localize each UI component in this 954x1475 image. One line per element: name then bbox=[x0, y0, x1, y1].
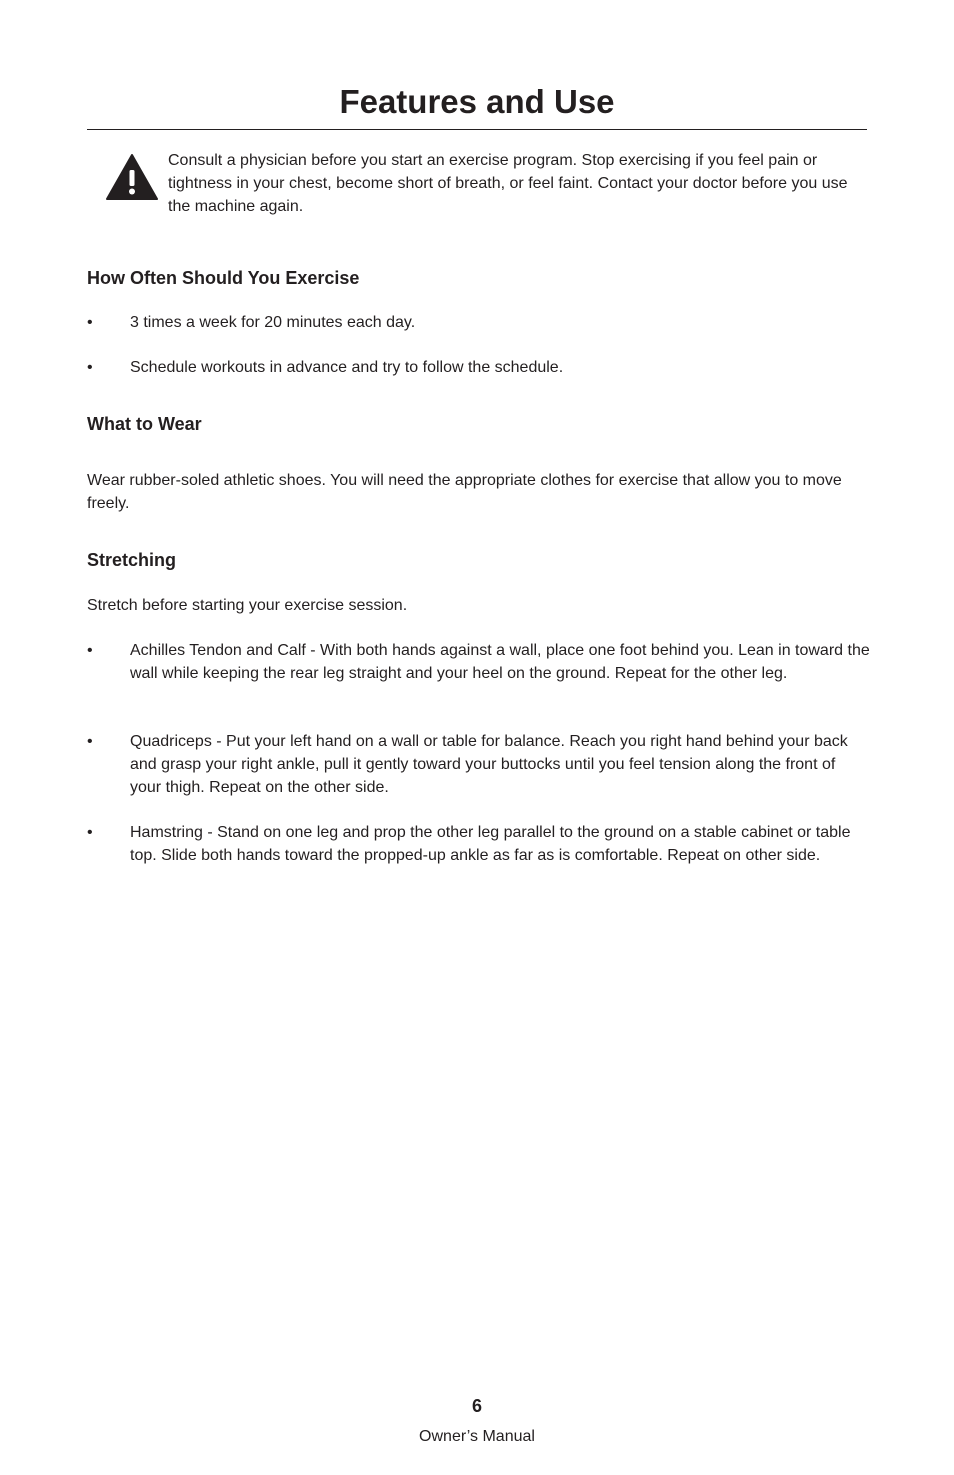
stretching-intro: Stretch before starting your exercise session. bbox=[87, 597, 408, 614]
title-divider bbox=[87, 129, 867, 130]
heading-how-often: How Often Should You Exercise bbox=[87, 268, 360, 288]
bullet-icon: • bbox=[87, 642, 93, 659]
bullet-icon: • bbox=[87, 314, 93, 331]
warning-text: Consult a physician before you start an exercise program. Stop exercising if you feel pain or tightness in your chest, become short of breath, or feel faint. Contact your doctor before you use the machine again. bbox=[168, 152, 848, 215]
list-item-text: 3 times a week for 20 minutes each day. bbox=[130, 314, 416, 331]
list-item-text: Schedule workouts in advance and try to follow the schedule. bbox=[130, 359, 564, 376]
bullet-icon: • bbox=[87, 733, 93, 750]
bullet-icon: • bbox=[87, 359, 93, 376]
heading-what-to-wear: What to Wear bbox=[87, 414, 202, 434]
list-item-text: Achilles Tendon and Calf - With both hands against a wall, place one foot behind you. Lean in toward the wall while keeping the rear leg straight and your heel on the ground. Repeat for the other leg. bbox=[130, 642, 870, 682]
heading-stretching: Stretching bbox=[87, 550, 177, 570]
what-to-wear-text: Wear rubber-soled athletic shoes. You will need the appropriate clothes for exercise that allow you to move freely. bbox=[87, 472, 842, 512]
footer-text: Owner’s Manual bbox=[419, 1428, 535, 1445]
warning-triangle-icon bbox=[105, 153, 159, 201]
page-number: 6 bbox=[471, 1396, 482, 1416]
list-item-text: Quadriceps - Put your left hand on a wall or table for balance. Reach you right hand behind your back and grasp your right ankle, pull it gently toward your buttocks until you feel tension along the front of your thigh. Repeat on the other side. bbox=[130, 733, 848, 796]
page-title: Features and Use bbox=[339, 83, 615, 120]
bullet-icon: • bbox=[87, 824, 93, 841]
list-item-text: Hamstring - Stand on one leg and prop the other leg parallel to the ground on a stable cabinet or table top. Slide both hands toward the propped-up ankle as far as is comfortable. Repeat on other side. bbox=[130, 824, 851, 864]
